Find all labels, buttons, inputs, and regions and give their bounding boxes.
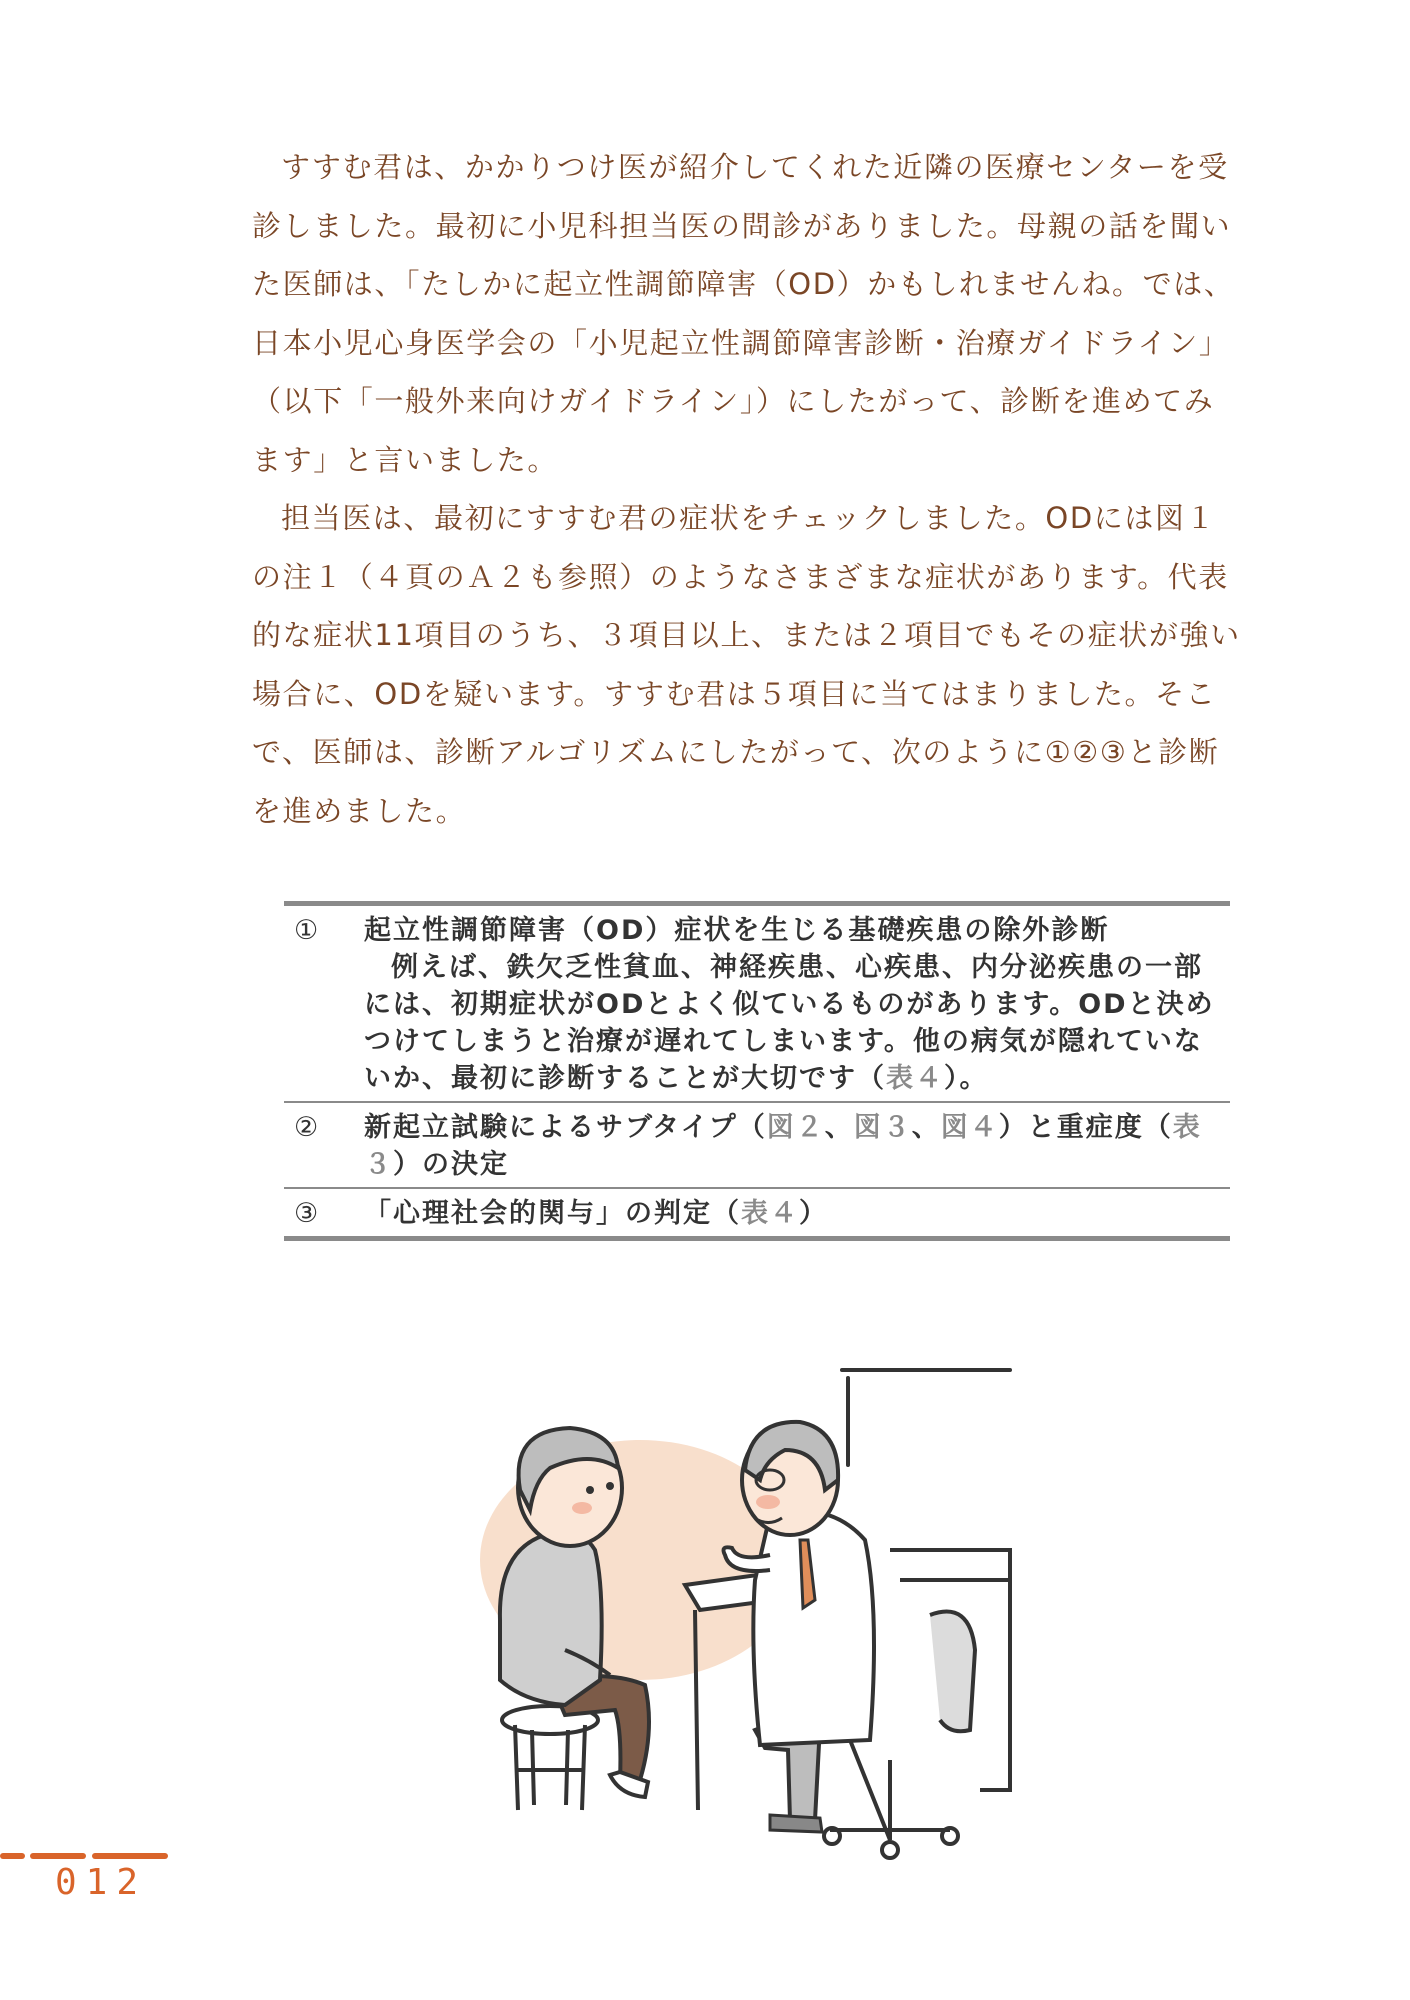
stool	[502, 1706, 598, 1810]
step-title: 起立性調節障害（OD）症状を生じる基礎疾患の除外診断	[364, 915, 1110, 946]
step-title	[364, 1195, 1230, 1232]
whiteboard	[842, 1370, 1010, 1465]
step-content	[364, 912, 1230, 1097]
step-text: ）	[799, 1198, 828, 1229]
paragraph-2	[252, 489, 1242, 840]
table-reference: 表３	[364, 1112, 1202, 1180]
step-title	[364, 1109, 1230, 1183]
doctor-shoes	[770, 1815, 822, 1832]
step-row-3	[284, 1187, 1230, 1236]
step-text: 新起立試験によるサブタイプ（	[364, 1112, 767, 1143]
step-description-end: ）。	[944, 1063, 989, 1094]
step-number: ③	[294, 1198, 321, 1229]
step-number: ①	[294, 915, 321, 946]
figure-reference: 図２	[766, 1112, 825, 1143]
paragraph-2-part-1: 担当医は、最初にすすむ君の症状をチェックしました。ODには	[281, 501, 1155, 535]
paragraph-1: すすむ君は、かかりつけ医が紹介してくれた近隣の医療センターを受診しました。最初に小児科担当医の問診がありました。母親の話を聞いた医師は、「たしかに起立性調節障害（OD）かもしれませんね。では、日本小児心身医学会の「小児起立性調節障害診断・治療ガイドライン」（以下「一般外来向けガイドライン」）にしたがって、診断を進めてみます」と言いました。	[252, 150, 1235, 477]
figure-reference: 図１	[1154, 501, 1217, 535]
page-number: 012	[55, 1862, 148, 1903]
step-text: 「心理社会的関与」の判定（	[364, 1198, 741, 1229]
page-footer-bar	[0, 1851, 180, 1861]
figure-reference: 図４	[940, 1112, 999, 1143]
table-reference: 表４	[741, 1198, 799, 1229]
diagnosis-steps-table	[284, 901, 1230, 1241]
step-description	[364, 949, 1230, 1097]
doctor-consultation-illustration	[470, 1350, 1030, 1880]
doctor-head	[742, 1422, 838, 1535]
step-row-1	[284, 906, 1230, 1101]
step-description-text: 例えば、鉄欠乏性貧血、神経疾患、心疾患、内分泌疾患の一部には、初期症状がODとよく似ているものがあります。ODと決めつけてしまうと治療が遅れてしまいます。他の病気が隠れていないか、最初に診断することが大切です（	[364, 952, 1215, 1094]
separator: 、	[824, 1112, 854, 1143]
boy-hoodie	[500, 1532, 602, 1705]
figure-reference: 図３	[853, 1112, 912, 1143]
boy-head	[518, 1428, 622, 1546]
body-text	[252, 138, 1242, 840]
step-row-2	[284, 1101, 1230, 1187]
paragraph-2-part-2: の注１（４頁のＡ２も参照）のようなさまざまな症状があります。代表的な症状11項目のうち、３項目以上、または２項目でもその症状が強い場合に、ODを疑います。すすむ君は５項目に当てはまりました。そこで、医師は、診断アルゴリズムにしたがって、次のように①②③と診断を進めました。	[252, 559, 1241, 828]
step-number: ②	[294, 1112, 321, 1143]
separator: 、	[911, 1112, 941, 1143]
doctor-coat	[753, 1511, 874, 1745]
step-text: ）と重症度（	[998, 1112, 1173, 1143]
step-text: ）の決定	[393, 1149, 509, 1180]
table-reference: 表４	[886, 1063, 944, 1094]
